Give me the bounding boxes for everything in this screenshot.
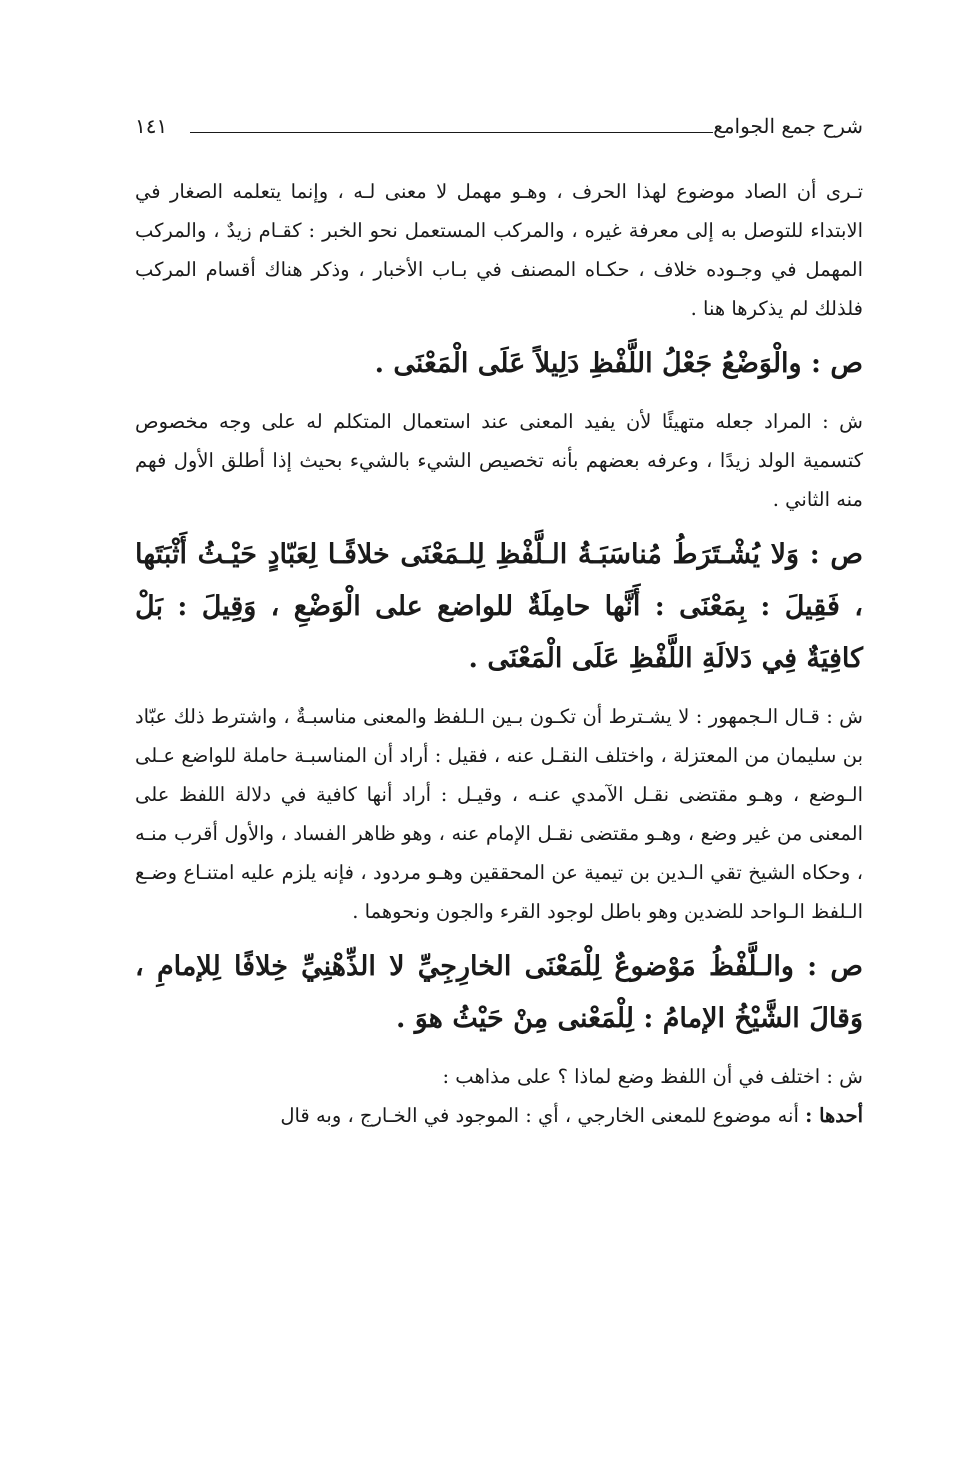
commentary-paragraph-4: ش : اختلف في أن اللفظ وضع لماذا ؟ على مذاهب :: [442, 1065, 863, 1088]
commentary-paragraph-1: تـرى أن الصاد موضوع لهذا الحرف ، وهـو مهمل لا معنى لـه ، وإنما يتعلمه الصغار في الابتداء للتوصل به إلى معرفة غيره ، والمركب المستعمل نحو الخبر : كقـام زيدٌ ، والمركب المهمل في وجـوده خلاف ، حكـاه المصنف في بـاب الأخبار ، وذكر هناك أقسام المركب فلذلك لم يذكرها هنا .: [135, 180, 863, 320]
matn-paragraph-2: ص : وَلا يُشْـتَرَطُ مُناسَبَـةُ الـلَّفْظِ لِلـمَعْنَى خلافًـا لِعَبّادٍ حَيْـثُ أَثْبَتَها ، فَقِيلَ : بِمَعْنَى : أَنَّها حامِلَةٌ للواضع على الْوَضْعِ ، وَقِيلَ : بَلْ كافِيَةٌ فِي دَلالَةِ اللَّفْظِ عَلَى الْمَعْنَى .: [135, 539, 863, 674]
commentary-paragraph-3: ش : قـال الـجمهور : لا يشـترط أن تكـون بـين الـلفظ والمعنى مناسبـةٌ ، واشترط ذلك عبّاد بن سليمان من المعتزلة ، واختلف النقـل عنه ، فقيل : أراد أن المناسبـة حاملة للواضع عـلى الـوضع ، وهـو مقتضى نقـل الآمدي عنـه ، وقيـل : أراد أنها كافية في دلالة اللفظ على المعنى من غير وضع ، وهـو مقتضى نقـل الإمام عنه ، وهو ظاهر الفساد ، والأول أقرب منـه ، وحكاه الشيخ تقي الـدين بن تيمية عن المحققين وهـو مردود ، فإنه يلزم عليه امتنـاع وضـع الـلفظ الـواحد للضدين وهو باطل لوجود القرء والجون ونحوهما .: [135, 705, 863, 923]
page-header: [135, 112, 863, 148]
commentary-paragraph-5: [135, 1096, 863, 1135]
paragraph-label: أحدها :: [805, 1104, 863, 1127]
page-number: ١٤١: [135, 114, 168, 138]
running-title: شرح جمع الجوامع: [713, 114, 863, 138]
page-body: [135, 172, 863, 1135]
commentary-paragraph-2: ش : المراد جعله متهيئًا لأن يفيد المعنى عند استعمال المتكلم له على وجه مخصوص كتسمية الولد زيدًا ، وعرفه بعضهم بأنه تخصيص الشيء بالشيء بحيث إذا أطلق الأول فهم منه الثاني .: [135, 410, 863, 511]
header-rule: [190, 132, 713, 133]
matn-paragraph-3: ص : والـلَّفْظُ مَوْضوعٌ لِلْمَعْنَى الخارِجِيِّ لا الذِّهْنِيِّ خِلافًا لِلإمامِ ، وَقالَ الشَّيْخُ الإمامُ : لِلْمَعْنى مِنْ حَيْثُ هوَ .: [135, 951, 863, 1034]
matn-paragraph-1: ص : والْوَضْعُ جَعْلُ اللَّفْظِ دَلِيلاً عَلَى الْمَعْنَى .: [374, 348, 863, 379]
paragraph-text: أنه موضوع للمعنى الخارجي ، أي : الموجود في الخـارج ، وبه قال: [280, 1104, 806, 1127]
